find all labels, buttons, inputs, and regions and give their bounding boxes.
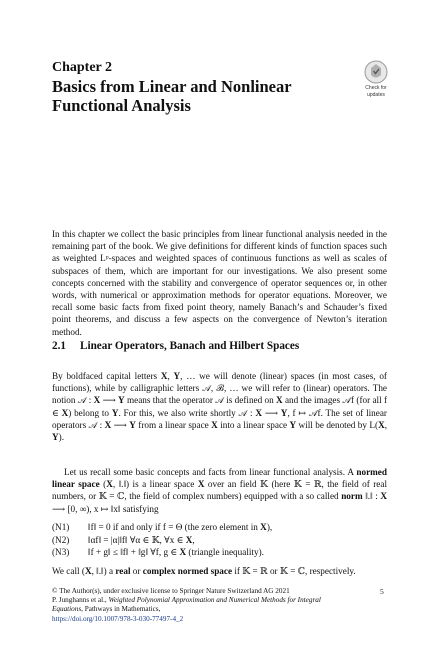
- normed-space-paragraph: Let us recall some basic concepts and facts from linear functional analysis. A normed linear space (X, ‖.‖) is a linear space X over an field 𝕂 (here 𝕂 = ℝ, the field of real numbers, or 𝕂 = ℂ, the field of complex numbers) equipped with a so called norm ‖.‖ : X ⟶ [0, ∞), x ↦ ‖x‖ satisfying: [52, 467, 387, 514]
- section-heading: [52, 340, 299, 352]
- badge-line-2: updates: [367, 92, 385, 98]
- citation-line: P. Junghanns et al., Weighted Polynomial Approximation and Numerical Methods for Integral Equations, Pathways in Mathematics,: [52, 596, 321, 614]
- chapter-label: Chapter 2: [52, 60, 113, 75]
- intro-paragraph: By boldfaced capital letters X, Y, … we will denote (linear) spaces (in most cases, of functions), while by calligraphic letters 𝒜, ℬ, … we will refer to (linear) operators. The notion 𝒜 : X ⟶ Y means that the operator 𝒜 is defined on X and the images 𝒜f (for all f ∈ X) belong to Y. For this, we also write shortly 𝒜 : X ⟶ Y, f ↦ 𝒜f. The set of linear operators 𝒜 : X ⟶ Y from a linear space X into a linear space Y will be denoted by L(X, Y).: [52, 371, 388, 443]
- condition-n2: (N2) ‖αf‖ = |α|‖f‖ ∀α ∈ 𝕂, ∀x ∈ X,: [52, 534, 195, 545]
- doi-link[interactable]: https://doi.org/10.1007/978-3-030-77497-4_2: [52, 614, 184, 623]
- condition-n3: (N3) ‖f + g‖ ≤ ‖f‖ + ‖g‖ ∀f, g ∈ X (triangle inequality).: [52, 547, 264, 557]
- check-for-updates-badge[interactable]: [360, 60, 392, 100]
- check-updates-icon: [364, 60, 388, 84]
- page-number: 5: [380, 587, 384, 596]
- badge-line-1: Check for: [365, 85, 387, 91]
- abstract-paragraph: In this chapter we collect the basic principles from linear functional analysis needed in the remaining part of the book. We give definitions for different kinds of function spaces such as weighted Lᵖ-spaces and weighted spaces of continuous functions as well as scales of subspaces of them, which are important for our investigations. We also present some concepts concerned with the stability and convergence of operator sequences or, in other words, with numerical or approximation methods for operator equations. Moreover, we recall some basic facts from fixed point theory, namely Banach’s and Schauder’s fixed point theorems, and discuss a few aspects on the convergence of Newton’s iteration method.: [52, 229, 387, 337]
- section-number: 2.1: [52, 340, 66, 352]
- copyright-footnote: [52, 587, 352, 624]
- section-title: Linear Operators, Banach and Hilbert Spaces: [80, 340, 300, 352]
- copyright-line: © The Author(s), under exclusive license to Springer Nature Switzerland AG 2021: [52, 587, 290, 595]
- closing-sentence: We call (X, ‖.‖) a real or complex normed space if 𝕂 = ℝ or 𝕂 = ℂ, respectively.: [52, 566, 356, 576]
- chapter-title: Basics from Linear and Nonlinear Functional Analysis: [52, 77, 292, 115]
- condition-n1: (N1) ‖f‖ = 0 if and only if f = Θ (the zero element in X),: [52, 522, 273, 532]
